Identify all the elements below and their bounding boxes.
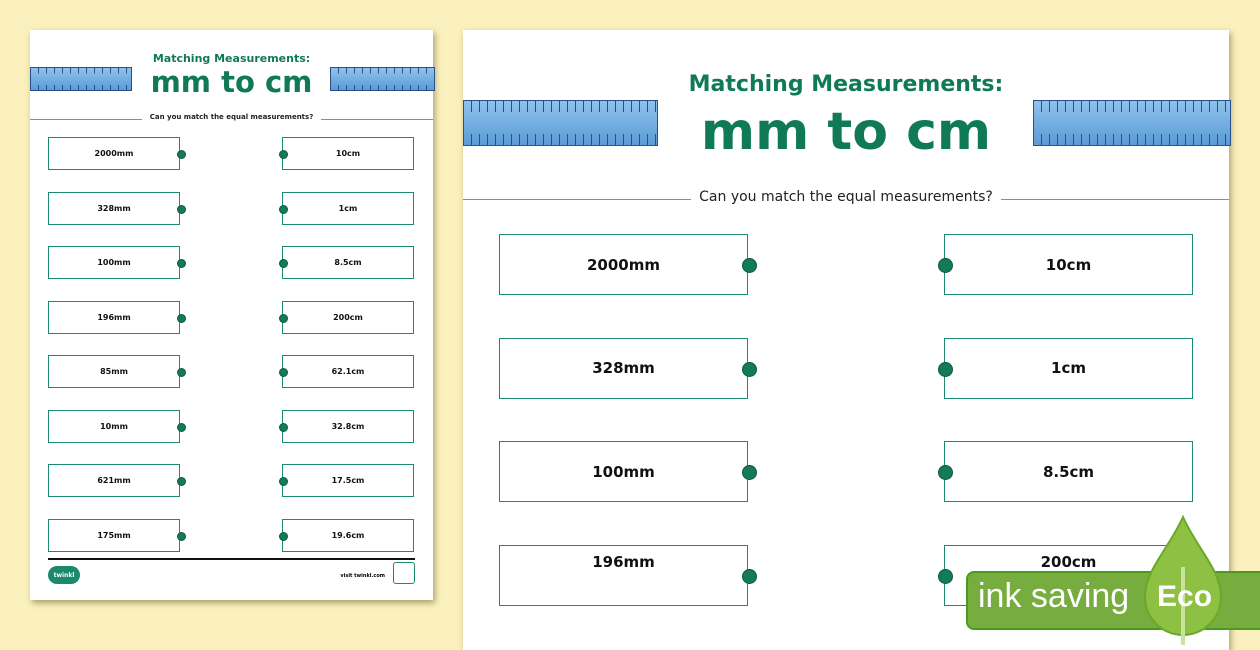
mm-box: 2000mm: [499, 234, 748, 295]
cm-box: 8.5cm: [944, 441, 1193, 502]
match-dot-icon: [938, 569, 953, 584]
match-dot-icon: [279, 205, 288, 214]
match-dot-icon: [279, 150, 288, 159]
cm-box: 8.5cm: [282, 246, 414, 279]
twinkl-logo: twinkl: [48, 566, 80, 584]
match-dot-icon: [177, 259, 186, 268]
mm-box: 328mm: [499, 338, 748, 399]
mm-box: 2000mm: [48, 137, 180, 170]
eco-label: Eco: [1157, 580, 1213, 613]
match-dot-icon: [177, 150, 186, 159]
mm-box: 100mm: [499, 441, 748, 502]
mm-box: 85mm: [48, 355, 180, 388]
cm-box: 200cm: [282, 301, 414, 334]
mm-box: 10mm: [48, 410, 180, 443]
match-dot-icon: [177, 532, 186, 541]
match-dot-icon: [742, 465, 757, 480]
cm-box: 32.8cm: [282, 410, 414, 443]
cm-box: 1cm: [944, 338, 1193, 399]
match-dot-icon: [177, 368, 186, 377]
cm-box: 10cm: [944, 234, 1193, 295]
worksheet-thumbnail: [30, 30, 433, 600]
cm-box: 1cm: [282, 192, 414, 225]
match-dot-icon: [938, 362, 953, 377]
match-dot-icon: [177, 423, 186, 432]
match-dot-icon: [742, 258, 757, 273]
mm-box: 621mm: [48, 464, 180, 497]
match-dot-icon: [279, 477, 288, 486]
match-dot-icon: [742, 569, 757, 584]
match-dot-icon: [938, 258, 953, 273]
match-dot-icon: [279, 314, 288, 323]
cm-box: 17.5cm: [282, 464, 414, 497]
mm-box: 100mm: [48, 246, 180, 279]
title-large: mm to cm: [700, 102, 992, 162]
title-small: Matching Measurements:: [152, 52, 311, 65]
match-dot-icon: [279, 532, 288, 541]
title-large: mm to cm: [150, 65, 313, 99]
subtitle: Can you match the equal measurements?: [691, 189, 1001, 205]
mm-box: 328mm: [48, 192, 180, 225]
mm-box: 175mm: [48, 519, 180, 552]
match-dot-icon: [177, 205, 186, 214]
match-dot-icon: [177, 314, 186, 323]
mm-box: 196mm: [48, 301, 180, 334]
cm-box: 19.6cm: [282, 519, 414, 552]
visit-link: visit twinkl.com: [340, 573, 385, 579]
worksheet-preview: [463, 30, 1229, 650]
match-dot-icon: [742, 362, 757, 377]
footer-divider: [48, 558, 415, 560]
match-dot-icon: [279, 259, 288, 268]
match-dot-icon: [279, 423, 288, 432]
eco-badge-text: ink saving: [978, 577, 1130, 615]
cm-box: 200cm: [944, 545, 1193, 606]
cm-box: 62.1cm: [282, 355, 414, 388]
match-dot-icon: [938, 465, 953, 480]
match-dot-icon: [177, 477, 186, 486]
subtitle: Can you match the equal measurements?: [142, 113, 322, 121]
match-dot-icon: [279, 368, 288, 377]
cm-box: 10cm: [282, 137, 414, 170]
title-small: Matching Measurements:: [688, 72, 1004, 97]
quality-badge-icon: [393, 562, 415, 584]
mm-box: 196mm: [499, 545, 748, 606]
